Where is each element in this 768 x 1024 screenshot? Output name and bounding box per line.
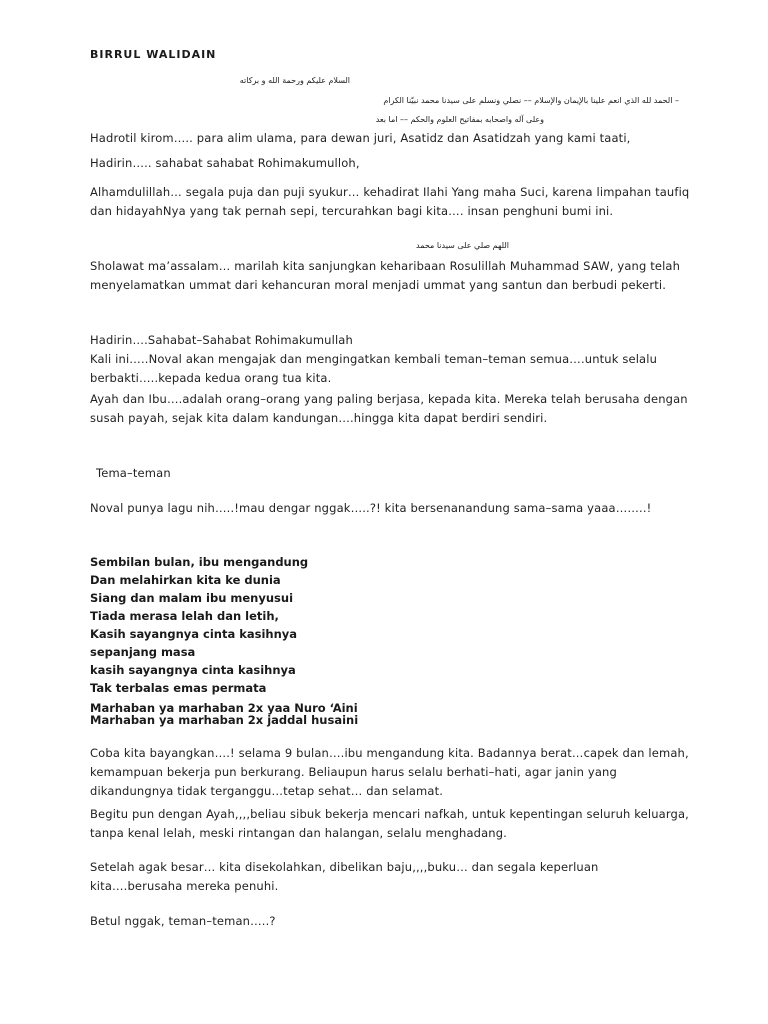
paragraph-greeting-friends: Hadirin….. sahabat sahabat Rohimakumulloh, xyxy=(90,156,360,170)
song-line: kasih sayangnya cinta kasihnya xyxy=(90,663,296,677)
song-line: Marhaban ya marhaban 2x yaa Nuro ‘Aini xyxy=(90,701,358,715)
arabic-salawat: اللهم صلي على سيدنا محمد xyxy=(416,241,509,250)
paragraph-tema-teman: Tema–teman xyxy=(96,466,171,480)
arabic-opening-praise: – الحمد لله الذي انعم علينا بالإيمان والإسلام –– نصلي ونسلم على سيدنا محمد نبيّنا الكرام xyxy=(383,96,679,105)
paragraph-lagu: Noval punya lagu nih…..!mau dengar nggak…..?! kita bersenanandung sama–sama yaaa……..! xyxy=(90,501,652,515)
song-line: Siang dan malam ibu menyusui xyxy=(90,591,294,605)
paragraph-sholawat: Sholawat ma’assalam… marilah kita sanjungkan keharibaan Rosulillah Muhammad SAW, yang telah menyelamatkan ummat dari kehancuran moral menjadi ummat yang santun dan berbudi pekerti. xyxy=(90,259,681,292)
document-title: BIRRUL WALIDAIN xyxy=(90,48,217,61)
paragraph-alhamdulillah: Alhamdulillah… segala puja dan puji syukur… kehadirat Ilahi Yang maha Suci, karena limpahan taufiq dan hidayahNya yang tak pernah sepi, tercurahkan bagi kita…. insan penghuni bumi ini. xyxy=(90,185,690,218)
arabic-greeting: السلام عليكم ورحمة الله و بركاته xyxy=(239,76,350,85)
paragraph-ayah-ibu: Ayah dan Ibu….adalah orang–orang yang paling berjasa, kepada kita. Mereka telah berusaha dengan susah payah, sejak kita dalam kandungan….hingga kita dapat berdiri sendiri. xyxy=(90,392,688,425)
paragraph-kali-ini: Kali ini…..Noval akan mengajak dan mengingatkan kembali teman–teman semua….untuk selalu berbakti…..kepada kedua orang tua kita. xyxy=(90,352,658,385)
song-line: Dan melahirkan kita ke dunia xyxy=(90,573,281,587)
arabic-opening-closing: وعلى آله واصحابه بمفاتيح العلوم والحكم –– اما بعد xyxy=(375,115,544,124)
song-line: Sembilan bulan, ibu mengandung xyxy=(90,555,309,569)
song-line: Marhaban ya marhaban 2x jaddal husaini xyxy=(90,713,359,727)
paragraph-greeting-audience: Hadrotil kirom….. para alim ulama, para dewan juri, Asatidz dan Asatidzah yang kami taati, xyxy=(90,131,631,145)
paragraph-hadirin: Hadirin….Sahabat–Sahabat Rohimakumullah xyxy=(90,333,353,347)
paragraph-coba-bayangkan: Coba kita bayangkan….! selama 9 bulan….ibu mengandung kita. Badannya berat…capek dan lemah, kemampuan bekerja pun berkurang. Beliaupun harus selalu berhati–hati, agar janin yang dikandungnya tidak terganggu…tetap sehat… dan selamat. xyxy=(90,746,689,798)
paragraph-sekolah: Setelah agak besar… kita disekolahkan, dibelikan baju,,,,buku… dan segala keperluan kita….berusaha mereka penuhi. xyxy=(90,860,599,893)
paragraph-ayah: Begitu pun dengan Ayah,,,,beliau sibuk bekerja mencari nafkah, untuk kepentingan seluruh keluarga, tanpa kenal lelah, meski rintangan dan halangan, selalu menghadang. xyxy=(90,807,689,840)
song-line: Tak terbalas emas permata xyxy=(90,681,267,695)
paragraph-betul-nggak: Betul nggak, teman–teman…..? xyxy=(90,914,276,928)
song-line: sepanjang masa xyxy=(90,645,196,659)
song-lyrics xyxy=(90,553,690,726)
song-line: Kasih sayangnya cinta kasihnya xyxy=(90,627,298,641)
song-line: Tiada merasa lelah dan letih, xyxy=(90,609,279,623)
